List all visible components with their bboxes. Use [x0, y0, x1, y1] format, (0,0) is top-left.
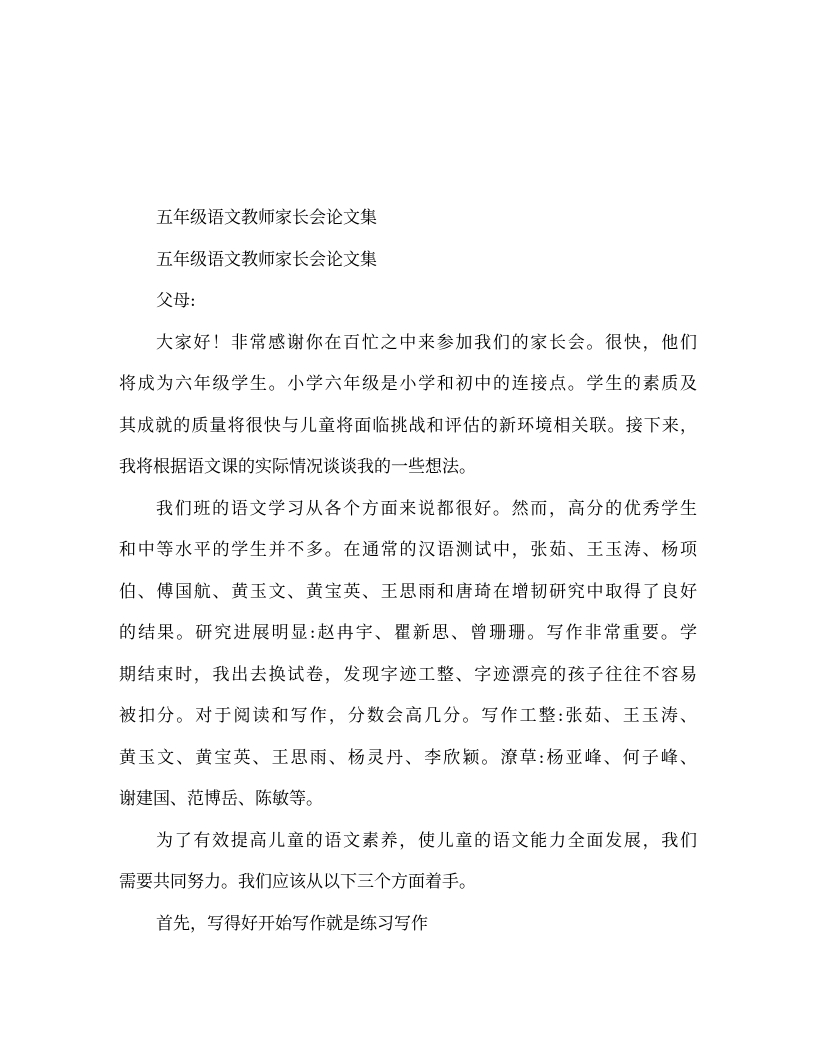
paragraph-line: 我们班的语文学习从各个方面来说都很好。然而，高分的优秀学生 [156, 498, 697, 519]
paragraph-line: 大家好！非常感谢你在百忙之中来参加我们的家长会。很快，他们 [156, 332, 697, 353]
paragraph-line: 将成为六年级学生。小学六年级是小学和初中的连接点。学生的素质及 [119, 374, 697, 394]
document-page [119, 203, 697, 950]
paragraph-line: 为了有效提高儿童的语文素养，使儿童的语文能力全面发展，我们 [156, 830, 697, 851]
paragraph-cooperation [119, 826, 697, 898]
paragraph-line: 其成就的质量将很快与儿童将面临挑战和评估的新环境相关联。接下来， [119, 415, 697, 436]
document-title: 五年级语文教师家长会论文集 [156, 208, 377, 228]
paragraph-line: 首先，写得好开始写作就是练习写作 [156, 913, 428, 934]
paragraph-line: 的结果。研究进展明显:赵冉宇、瞿新思、曾珊珊。写作非常重要。学 [119, 623, 697, 643]
paragraph-class-status [119, 494, 697, 815]
paragraph-line: 期结束时，我出去换试卷，发现字迹工整、字迹漂亮的孩子往往不容易 [119, 664, 697, 685]
paragraph-greeting [119, 328, 697, 483]
paragraph-line: 谢建国、范博岳、陈敏等。 [119, 789, 323, 809]
paragraph-line: 和中等水平的学生并不多。在通常的汉语测试中，张茹、王玉涛、杨项 [119, 540, 697, 560]
paragraph-line: 黄玉文、黄宝英、王思雨、杨灵丹、李欣颖。潦草:杨亚峰、何子峰、 [119, 747, 697, 768]
salutation: 父母: [156, 291, 196, 311]
paragraph-line: 被扣分。对于阅读和写作，分数会高几分。写作工整:张茹、王玉涛、 [119, 706, 697, 726]
paragraph-first-point [119, 909, 697, 939]
paragraph-line: 伯、傅国航、黄玉文、黄宝英、王思雨和唐琦在增韧研究中取得了良好 [119, 581, 697, 602]
paragraph-line: 我将根据语文课的实际情况谈谈我的一些想法。 [119, 457, 476, 477]
paragraph-line: 需要共同努力。我们应该从以下三个方面着手。 [119, 872, 476, 892]
document-subtitle: 五年级语文教师家长会论文集 [156, 249, 377, 270]
